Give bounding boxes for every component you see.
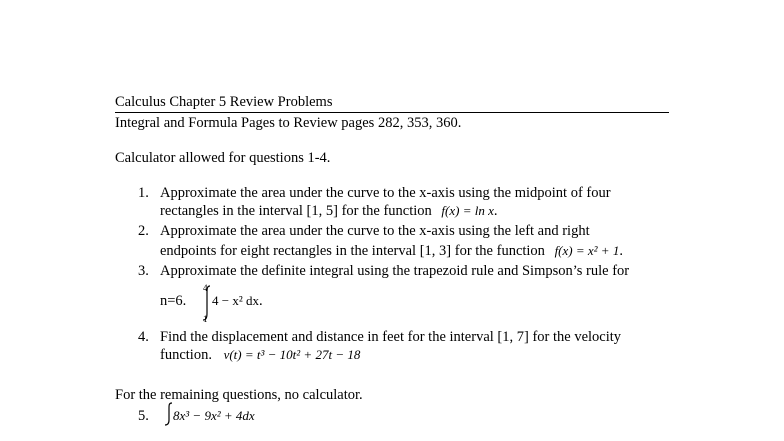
header bbox=[115, 93, 669, 132]
problem-2-line1: Approximate the area under the curve to the x-axis using the left and right bbox=[160, 223, 590, 239]
problem-4-text: function. bbox=[160, 347, 212, 363]
problem-1-end: . bbox=[493, 203, 498, 219]
problem-3-line1: Approximate the definite integral using the trapezoid rule and Simpson’s rule for bbox=[160, 263, 630, 279]
problem-5-math: 8x³ − 9x² + 4dx bbox=[173, 408, 255, 423]
problem-2-number: 2. bbox=[138, 223, 149, 239]
problem-2-text: endpoints for eight rectangles in the interval [1, 3] for the function bbox=[160, 243, 545, 259]
problem-1-number: 1. bbox=[138, 185, 149, 201]
problem-5-number: 5. bbox=[138, 408, 149, 424]
problem-4-line2 bbox=[160, 346, 360, 364]
problem-3-integrand bbox=[212, 292, 263, 310]
problem-2-formula: f(x) = x² + 1 bbox=[554, 243, 620, 258]
problem-3-end: . bbox=[258, 293, 263, 309]
problem-3-number: 3. bbox=[138, 263, 149, 279]
problem-5-formula bbox=[173, 407, 255, 425]
document-title: Calculus Chapter 5 Review Problems bbox=[115, 93, 669, 113]
problem-1-line2 bbox=[160, 202, 497, 220]
problem-4-line1: Find the displacement and distance in feet for the interval [1, 7] for the velocity bbox=[160, 329, 622, 345]
problem-1-formula: f(x) = ln x bbox=[441, 203, 494, 218]
problem-3-n: n=6. bbox=[160, 293, 187, 309]
problem-1-text: rectangles in the interval [1, 5] for the function bbox=[160, 203, 432, 219]
integral-upper-limit: 4 bbox=[203, 283, 208, 293]
problem-2-end: . bbox=[619, 243, 623, 259]
problem-1-line1: Approximate the area under the curve to the x-axis using the midpoint of four bbox=[160, 185, 611, 201]
problem-2-line2 bbox=[160, 242, 623, 260]
problem-4-number: 4. bbox=[138, 329, 149, 345]
document-subtitle: Integral and Formula Pages to Review pages 282, 353, 360. bbox=[115, 115, 462, 131]
integral-lower-limit: 1 bbox=[203, 314, 208, 324]
calculator-note: Calculator allowed for questions 1-4. bbox=[115, 150, 331, 166]
problem-4-formula: v(t) = t³ − 10t² + 27t − 18 bbox=[223, 347, 361, 362]
problem-3-formula: 4 − x² dx bbox=[212, 293, 259, 308]
no-calculator-note: For the remaining questions, no calculator. bbox=[115, 387, 363, 403]
